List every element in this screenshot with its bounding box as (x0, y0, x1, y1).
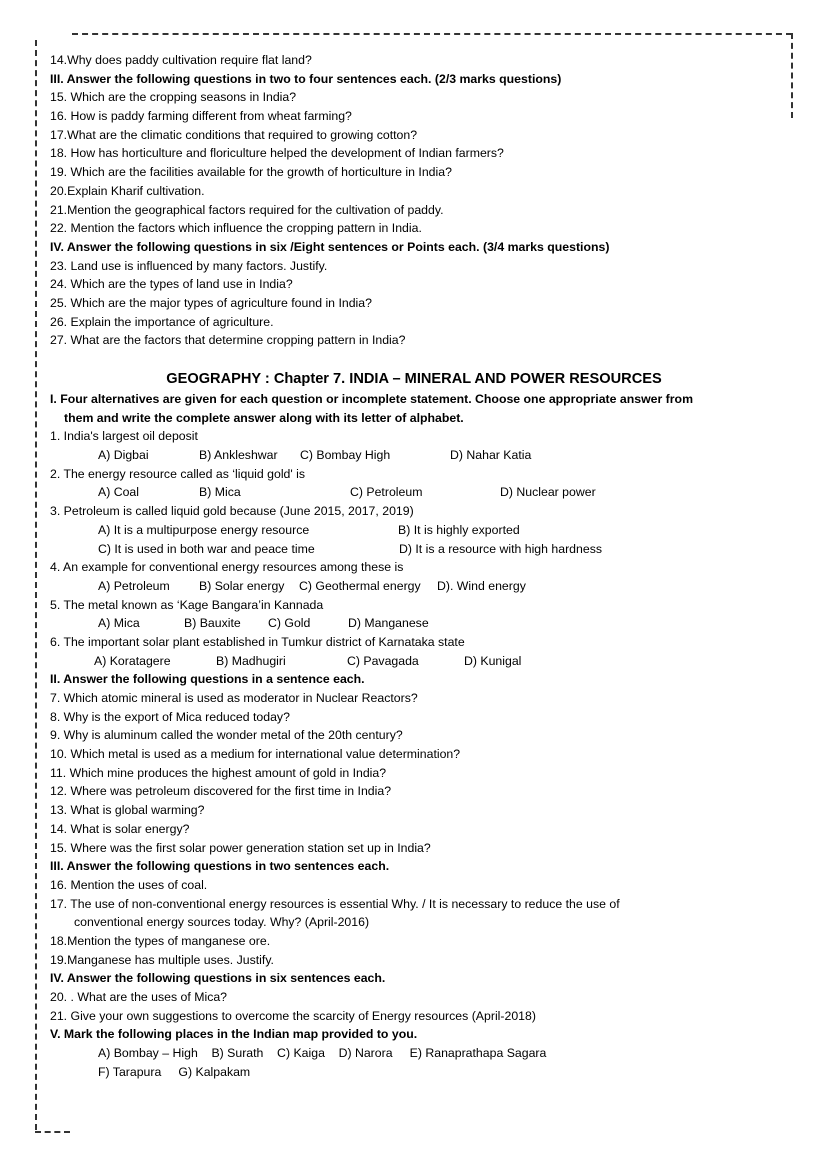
option-a: A) It is a multipurpose energy resource (98, 522, 310, 537)
mcq-options (50, 652, 770, 671)
question: 19. Which are the facilities available for the growth of horticulture in India? (50, 165, 452, 180)
option-d: D) Kunigal (464, 653, 522, 668)
option-b: B) Ankleshwar (199, 448, 278, 463)
option-c: C) Petroleum (350, 485, 423, 500)
option-c: C) Pavagada (347, 653, 419, 668)
option-b: B) Bauxite (184, 616, 241, 631)
question: 15. Where was the first solar power generation station set up in India? (50, 840, 431, 855)
question: 19.Manganese has multiple uses. Justify. (50, 952, 274, 967)
mcq-options (50, 521, 770, 540)
mcq-question: 4. An example for conventional energy resources among these is (50, 560, 404, 575)
option-a: A) Mica (98, 616, 140, 631)
question: 8. Why is the export of Mica reduced today? (50, 709, 290, 724)
question: 25. Which are the major types of agriculture found in India? (50, 295, 372, 310)
mcq-question: 5. The metal known as ‘Kage Bangara’in Kannada (50, 597, 324, 612)
question: 20.Explain Kharif cultivation. (50, 183, 205, 198)
question: 7. Which atomic mineral is used as moderator in Nuclear Reactors? (50, 691, 418, 705)
question: 20. . What are the uses of Mica? (50, 990, 228, 1004)
question: 17.What are the climatic conditions that required to growing cotton? (50, 127, 418, 142)
map-places: F) Tarapura G) Kalpakam (98, 1064, 251, 1079)
option-a: A) Digbai (98, 448, 149, 463)
question: 18.Mention the types of manganese ore. (50, 933, 271, 948)
mcq-options (50, 483, 770, 502)
section-heading: III. Answer the following questions in two sentences each. (50, 859, 390, 874)
mcq-question: 2. The energy resource called as ‘liquid gold' is (50, 466, 306, 481)
section-heading: I. Four alternatives are given for each question or incomplete statement. Choose one appropriate answer from (50, 392, 694, 406)
section-heading-cont: them and write the complete answer along with its letter of alphabet. (64, 410, 464, 425)
question: 10. Which metal is used as a medium for international value determination? (50, 747, 461, 762)
section-heading: V. Mark the following places in the Indian map provided to you. (50, 1027, 418, 1042)
section-heading: IV. Answer the following questions in six /Eight sentences or Points each. (3/4 marks questions) (50, 239, 610, 254)
question: 15. Which are the cropping seasons in India? (50, 90, 297, 105)
section-heading: III. Answer the following questions in two to four sentences each. (2/3 marks questions) (50, 71, 562, 86)
question-cont: conventional energy sources today. Why? (April-2016) (74, 915, 370, 930)
question: 9. Why is aluminum called the wonder metal of the 20th century? (50, 728, 403, 743)
mcq-options (50, 540, 770, 559)
option-c: C) Geothermal energy (299, 578, 421, 593)
mcq-question: 1. India's largest oil deposit (50, 429, 198, 444)
question: 14. What is solar energy? (50, 821, 190, 836)
option-c: C) Gold (268, 616, 311, 631)
option-b: B) Mica (199, 485, 241, 500)
option-b: B) Madhugiri (216, 653, 286, 668)
option-a: A) Petroleum (98, 578, 170, 593)
page-border-left (35, 40, 37, 1130)
mcq-options (50, 446, 770, 465)
option-d: D) Nuclear power (500, 485, 596, 500)
question: 16. Mention the uses of coal. (50, 877, 208, 892)
mcq-question: 6. The important solar plant established in Tumkur district of Karnataka state (50, 634, 465, 649)
question: 12. Where was petroleum discovered for the first time in India? (50, 784, 392, 799)
option-c: C) It is used in both war and peace time (98, 541, 315, 556)
question: 23. Land use is influenced by many factors. Justify. (50, 258, 328, 273)
mcq-options (50, 614, 770, 633)
question: 24. Which are the types of land use in India? (50, 277, 293, 292)
option-d: D). Wind energy (437, 578, 526, 593)
option-b: B) It is highly exported (398, 522, 520, 537)
question: 11. Which mine produces the highest amount of gold in India? (50, 765, 387, 780)
option-c: C) Bombay High (300, 448, 391, 463)
page-border-right (791, 33, 793, 118)
page-border-bottom (35, 1131, 70, 1133)
map-places: A) Bombay – High B) Surath C) Kaiga D) Narora E) Ranaprathapa Sagara (98, 1046, 547, 1061)
question: 27. What are the factors that determine cropping pattern in India? (50, 333, 406, 348)
mcq-question: 3. Petroleum is called liquid gold because (June 2015, 2017, 2019) (50, 504, 414, 519)
spacer (50, 350, 770, 368)
question: 18. How has horticulture and floriculture helped the development of Indian farmers? (50, 146, 504, 161)
question: 21. Give your own suggestions to overcome the scarcity of Energy resources (April-2018) (50, 1008, 536, 1023)
document-body (50, 51, 770, 1081)
mcq-options (50, 577, 770, 596)
question: 17. The use of non-conventional energy resources is essential Why. / It is necessary to reduce the use of (50, 896, 620, 911)
question: 16. How is paddy farming different from wheat farming? (50, 109, 352, 124)
question: 13. What is global warming? (50, 803, 205, 818)
option-a: A) Coal (98, 485, 140, 500)
section-heading: IV. Answer the following questions in six sentences each. (50, 971, 386, 986)
option-d: D) Nahar Katia (450, 448, 532, 463)
option-d: D) It is a resource with high hardness (399, 541, 602, 556)
question: 22. Mention the factors which influence the cropping pattern in India. (50, 221, 422, 236)
question: 14.Why does paddy cultivation require flat land? (50, 53, 312, 67)
page-border-top (72, 33, 792, 35)
question: 21.Mention the geographical factors required for the cultivation of paddy. (50, 202, 444, 217)
chapter-title: GEOGRAPHY : Chapter 7. INDIA – MINERAL AND POWER RESOURCES (166, 371, 662, 387)
option-d: D) Manganese (348, 616, 429, 631)
question: 26. Explain the importance of agriculture. (50, 314, 274, 329)
option-a: A) Koratagere (94, 653, 171, 668)
option-b: B) Solar energy (199, 578, 285, 593)
section-heading: II. Answer the following questions in a sentence each. (50, 672, 365, 687)
